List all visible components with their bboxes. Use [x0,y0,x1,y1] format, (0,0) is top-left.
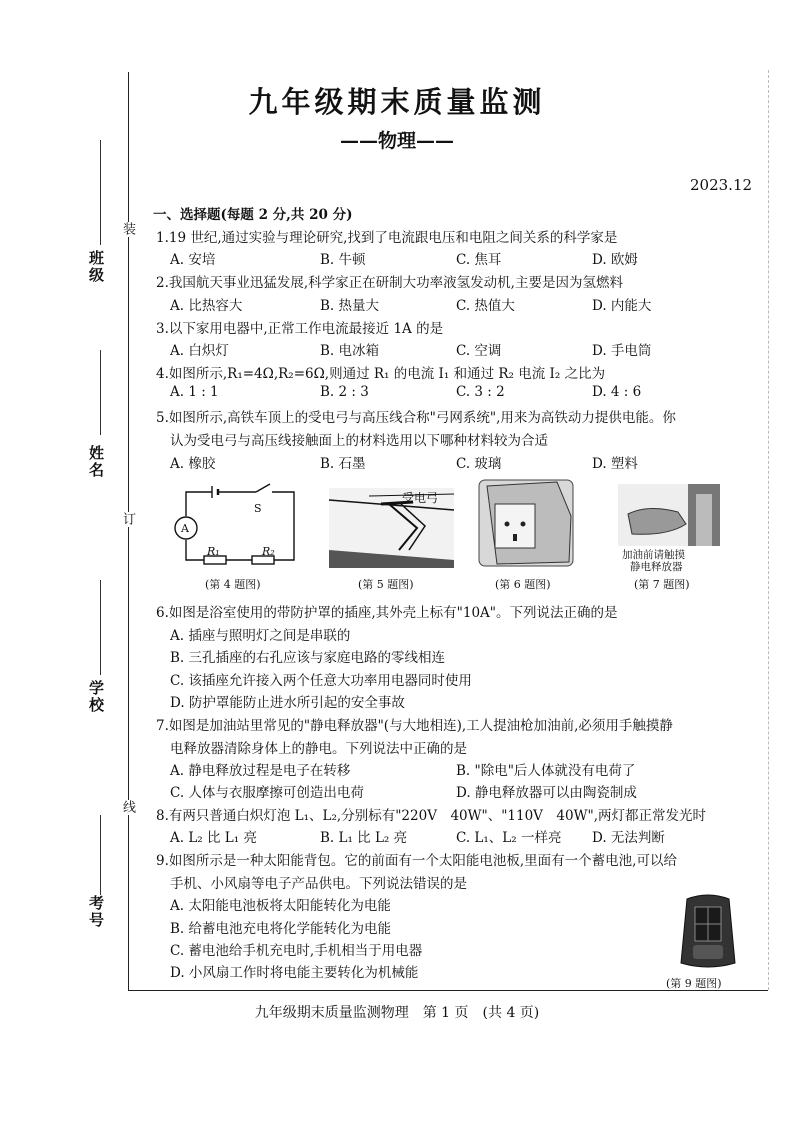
school-blank [100,580,101,675]
q1-option-c: C. 焦耳 [456,252,502,268]
figure-6-caption: (第 6 题图) [495,578,551,591]
q9-stem-line1: 9.如图所示是一种太阳能背包。它的前面有一个太阳能电池板,里面有一个蓄电池,可以给 [156,853,677,869]
q9-option-d: D. 小风扇工作时将电能主要转化为机械能 [170,965,419,981]
binding-mark-3: 线 [120,800,135,815]
exam-date: 2023.12 [690,176,753,194]
q8-option-a: A. L₂ 比 L₁ 亮 [170,830,257,846]
q7-option-c: C. 人体与衣服摩擦可创造出电荷 [170,785,364,801]
class-label: 班级 [87,250,105,284]
pantograph-label: 受电弓 [402,491,439,505]
q7-option-d: D. 静电释放器可以由陶瓷制成 [456,785,637,801]
binding-mark-2: 订 [120,512,135,527]
q2-option-c: C. 热值大 [456,298,515,314]
figure-9-caption: (第 9 题图) [666,977,722,990]
q8-option-c: C. L₁、L₂ 一样亮 [456,830,562,846]
figure-5-caption: (第 5 题图) [358,578,414,591]
r2-label: R₂ [262,545,275,558]
q4-option-c: C. 3 : 2 [456,384,505,400]
figure-4-caption: (第 4 题图) [205,578,261,591]
q2-option-b: B. 热量大 [320,298,380,314]
static-label-line1: 加油前请触摸 [622,549,685,561]
q1-option-d: D. 欧姆 [592,252,638,268]
q9-option-c: C. 蓄电池给手机充电时,手机相当于用电器 [170,943,423,959]
q3-option-b: B. 电冰箱 [320,343,380,359]
q8-option-b: B. L₁ 比 L₂ 亮 [320,830,408,846]
q5-option-b: B. 石墨 [320,456,366,472]
q4-stem: 4.如图所示,R₁=4Ω,R₂=6Ω,则通过 R₁ 的电流 I₁ 和通过 R₂ 电流 I₂ 之比为 [156,366,606,382]
name-label: 姓名 [87,445,105,479]
socket-photo [477,476,575,568]
q5-stem-line2: 认为受电弓与高压线接触面上的材料选用以下哪种材料较为合适 [170,433,548,449]
q5-option-a: A. 橡胶 [170,456,216,472]
static-label-line2: 静电释放器 [630,561,683,573]
number-blank [100,815,101,895]
q4-option-d: D. 4 : 6 [592,384,642,400]
q6-option-b: B. 三孔插座的右孔应该与家庭电路的零线相连 [170,650,446,666]
q3-option-c: C. 空调 [456,343,502,359]
q5-option-d: D. 塑料 [592,456,638,472]
switch-label: S [254,502,262,515]
q6-option-d: D. 防护罩能防止进水所引起的安全事故 [170,695,405,711]
q1-option-a: A. 安培 [170,252,216,268]
figure-7-caption: (第 7 题图) [634,578,690,591]
q1-stem: 1.19 世纪,通过实验与理论研究,找到了电流跟电压和电阻之间关系的科学家是 [156,230,618,246]
solar-backpack-photo [673,893,743,971]
q9-stem-line2: 手机、小风扇等电子产品供电。下列说法错误的是 [170,876,467,892]
q5-stem-line1: 5.如图所示,高铁车顶上的受电弓与高压线合称"弓网系统",用来为高铁动力提供电能。你 [156,410,676,426]
right-edge-line [768,70,769,990]
q2-stem: 2.我国航天事业迅猛发展,科学家正在研制大功率液氢发动机,主要是因为氢燃料 [156,275,623,291]
binding-line [128,72,129,990]
ammeter-label: A [181,522,189,535]
q6-option-c: C. 该插座允许接入两个任意大功率用电器同时使用 [170,673,472,689]
q5-option-c: C. 玻璃 [456,456,502,472]
binding-mark-1: 装 [120,222,135,237]
name-blank [100,350,101,435]
circuit-diagram [168,482,308,574]
r1-label: R₁ [207,545,220,558]
number-label: 考号 [87,895,105,929]
q6-stem: 6.如图是浴室使用的带防护罩的插座,其外壳上标有"10A"。下列说法正确的是 [156,605,618,621]
q8-stem: 8.有两只普通白炽灯泡 L₁、L₂,分别标有"220V 40W"、"110V 40W",两灯都正常发光时 [156,808,706,824]
q4-option-b: B. 2 : 3 [320,384,369,400]
school-label: 学校 [87,680,105,714]
section-title: 一、选择题(每题 2 分,共 20 分) [153,207,353,223]
page-title: 九年级期末质量监测 [248,85,546,119]
q6-option-a: A. 插座与照明灯之间是串联的 [170,628,351,644]
q9-option-a: A. 太阳能电池板将太阳能转化为电能 [170,898,391,914]
q7-stem-line1: 7.如图是加油站里常见的"静电释放器"(与大地相连),工人提油枪加油前,必须用手触摸静 [156,718,673,734]
q3-stem: 3.以下家用电器中,正常工作电流最接近 1A 的是 [156,321,444,337]
q8-option-d: D. 无法判断 [592,830,665,846]
q7-option-a: A. 静电释放过程是电子在转移 [170,763,351,779]
q4-option-a: A. 1 : 1 [170,384,219,400]
class-blank [100,140,101,245]
q7-option-b: B. "除电"后人体就没有电荷了 [456,763,636,779]
q2-option-d: D. 内能大 [592,298,652,314]
q7-stem-line2: 电释放器清除身体上的静电。下列说法中正确的是 [170,741,467,757]
subject-subtitle: ——物理—— [339,130,454,152]
q3-option-d: D. 手电筒 [592,343,652,359]
page-footer: 九年级期末质量监测物理 第 1 页 (共 4 页) [254,1005,540,1021]
q2-option-a: A. 比热容大 [170,298,243,314]
q3-option-a: A. 白炽灯 [170,343,229,359]
q9-option-b: B. 给蓄电池充电将化学能转化为电能 [170,921,392,937]
q1-option-b: B. 牛顿 [320,252,366,268]
